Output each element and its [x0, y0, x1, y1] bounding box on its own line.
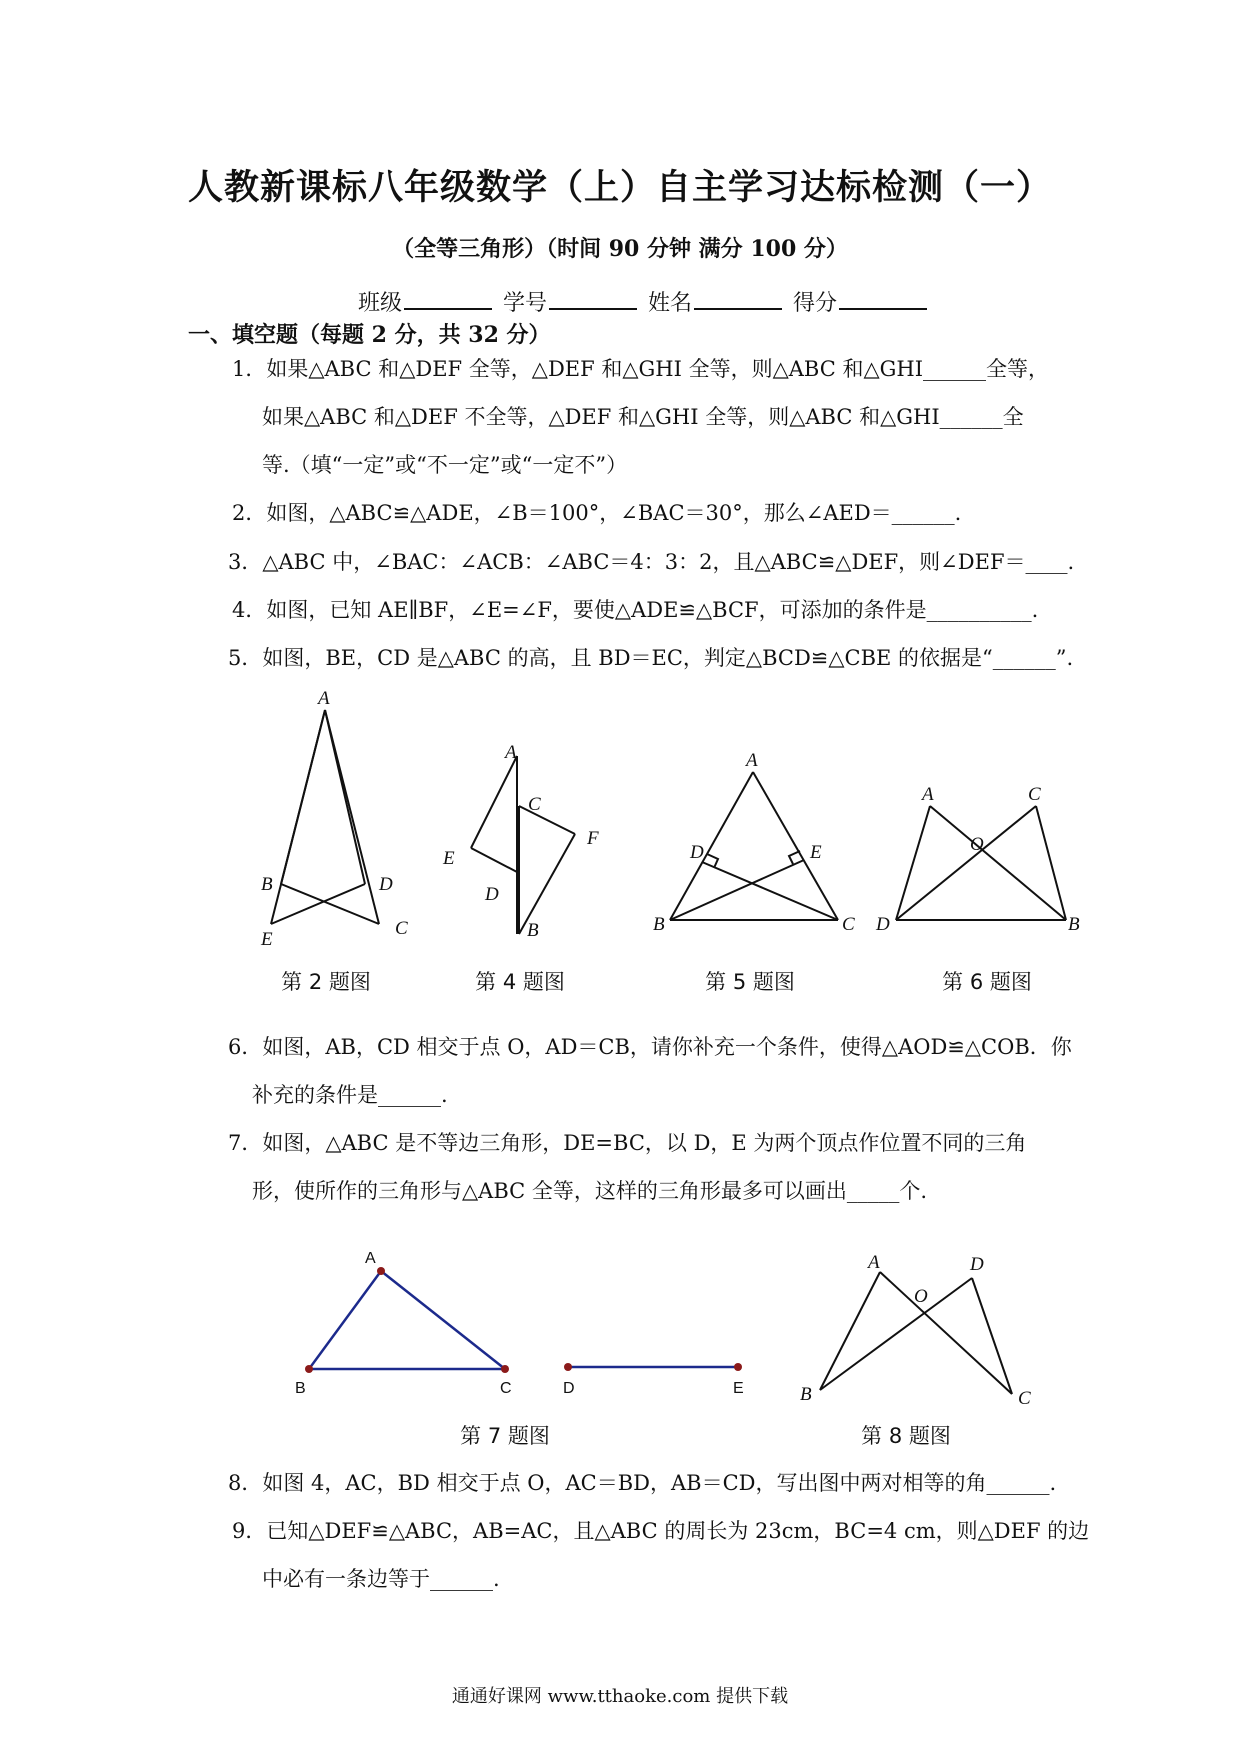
fig6-label-o: O — [970, 834, 984, 855]
question-7-line-2: 形，使所作的三角形与△ABC 全等，这样的三角形最多可以画出_____个. — [252, 1179, 928, 1203]
figure-8 — [800, 1248, 1040, 1408]
fig2-label-e: E — [261, 929, 273, 950]
fig4-label-b: B — [527, 920, 539, 940]
info-class-blank — [404, 288, 492, 310]
fig6-label-d: D — [876, 914, 890, 935]
question-3: 3．△ABC 中，∠BAC：∠ACB：∠ABC＝4：3：2，且△ABC≌△DEF，则∠DEF＝____. — [228, 550, 1075, 574]
question-8: 8．如图 4，AC，BD 相交于点 O，AC＝BD，AB＝CD，写出图中两对相等的角______. — [228, 1471, 1057, 1495]
figure-6 — [870, 780, 1090, 940]
fig6-label-a: A — [922, 784, 934, 805]
fig2-label-c: C — [395, 918, 408, 939]
page-footer: 通通好课网 www.tthaoke.com 提供下载 — [451, 1686, 789, 1707]
figure-2 — [255, 688, 425, 958]
fig5-label-e: E — [810, 842, 822, 863]
fig4-label-e: E — [443, 848, 455, 869]
caption-fig6: 第 6 题图 — [942, 970, 1032, 994]
caption-fig7: 第 7 题图 — [460, 1424, 550, 1448]
figure-7 — [285, 1245, 765, 1395]
info-name-label: 姓名 — [648, 291, 693, 316]
caption-fig4: 第 4 题图 — [475, 970, 565, 994]
fig8-label-c: C — [1018, 1388, 1031, 1408]
fig8-label-d: D — [970, 1254, 984, 1275]
fig7-label-b: B — [295, 1380, 306, 1395]
fig7-label-e: E — [733, 1380, 744, 1395]
fig2-label-b: B — [261, 874, 273, 895]
caption-fig5: 第 5 题图 — [705, 970, 795, 994]
info-id-label: 学号 — [503, 291, 548, 316]
info-score-label: 得分 — [793, 291, 838, 316]
question-4: 4．如图，已知 AE∥BF，∠E=∠F，要使△ADE≌△BCF，可添加的条件是__________. — [232, 598, 1039, 622]
page-title: 人教新课标八年级数学（上）自主学习达标检测（一） — [187, 167, 1052, 208]
fig7-label-a: A — [365, 1250, 376, 1267]
question-7-line-1: 7．如图，△ABC 是不等边三角形，DE=BC，以 D，E 为两个顶点作位置不同的三角 — [228, 1131, 1027, 1155]
question-5: 5．如图，BE，CD 是△ABC 的高，且 BD＝EC，判定△BCD≌△CBE 的依据是“______”. — [228, 646, 1074, 670]
fig5-label-d: D — [690, 842, 704, 863]
info-score-blank — [839, 288, 927, 310]
caption-fig8: 第 8 题图 — [861, 1424, 951, 1448]
question-1-line-2: 如果△ABC 和△DEF 不全等，△DEF 和△GHI 全等，则△ABC 和△GHI______全 — [262, 405, 1024, 429]
question-6-line-1: 6．如图，AB，CD 相交于点 O，AD＝CB，请你补充一个条件，使得△AOD≌△COB．你 — [228, 1035, 1072, 1059]
fig5-label-a: A — [746, 750, 758, 771]
fig8-label-b: B — [800, 1384, 812, 1405]
question-2: 2．如图，△ABC≌△ADE，∠B＝100°，∠BAC＝30°，那么∠AED＝______. — [232, 501, 962, 525]
caption-fig2: 第 2 题图 — [281, 970, 371, 994]
section-title: 一、填空题（每题 2 分，共 32 分） — [188, 322, 551, 348]
info-class-label: 班级 — [358, 291, 403, 316]
fig8-label-a: A — [868, 1252, 880, 1273]
student-info-line — [358, 286, 931, 317]
figure-5 — [650, 750, 870, 940]
fig8-label-o: O — [914, 1286, 928, 1307]
figure-4 — [435, 740, 615, 940]
fig6-label-c: C — [1028, 784, 1041, 805]
fig2-label-d: D — [379, 874, 393, 895]
question-1-line-1: 1．如果△ABC 和△DEF 全等，△DEF 和△GHI 全等，则△ABC 和△GHI______全等， — [232, 357, 1049, 381]
fig4-label-a: A — [505, 742, 517, 763]
fig4-label-c: C — [528, 794, 541, 815]
fig7-label-c: C — [500, 1380, 512, 1395]
question-6-line-2: 补充的条件是______. — [252, 1083, 448, 1107]
question-1-line-3: 等.（填“一定”或“不一定”或“一定不”） — [262, 453, 628, 477]
fig4-label-d: D — [485, 884, 499, 905]
fig7-label-d: D — [563, 1380, 575, 1395]
fig2-label-a: A — [318, 688, 330, 709]
question-9-line-2: 中必有一条边等于______. — [262, 1567, 500, 1591]
question-9-line-1: 9．已知△DEF≌△ABC，AB=AC，且△ABC 的周长为 23cm，BC=4 cm，则△DEF 的边 — [232, 1519, 1090, 1543]
page-subtitle: （全等三角形）（时间 90 分钟 满分 100 分） — [392, 236, 848, 262]
fig4-label-f: F — [587, 828, 599, 849]
fig5-label-b: B — [653, 914, 665, 935]
info-name-blank — [694, 288, 782, 310]
fig5-label-c: C — [842, 914, 855, 935]
info-id-blank — [549, 288, 637, 310]
fig6-label-b: B — [1068, 914, 1080, 935]
